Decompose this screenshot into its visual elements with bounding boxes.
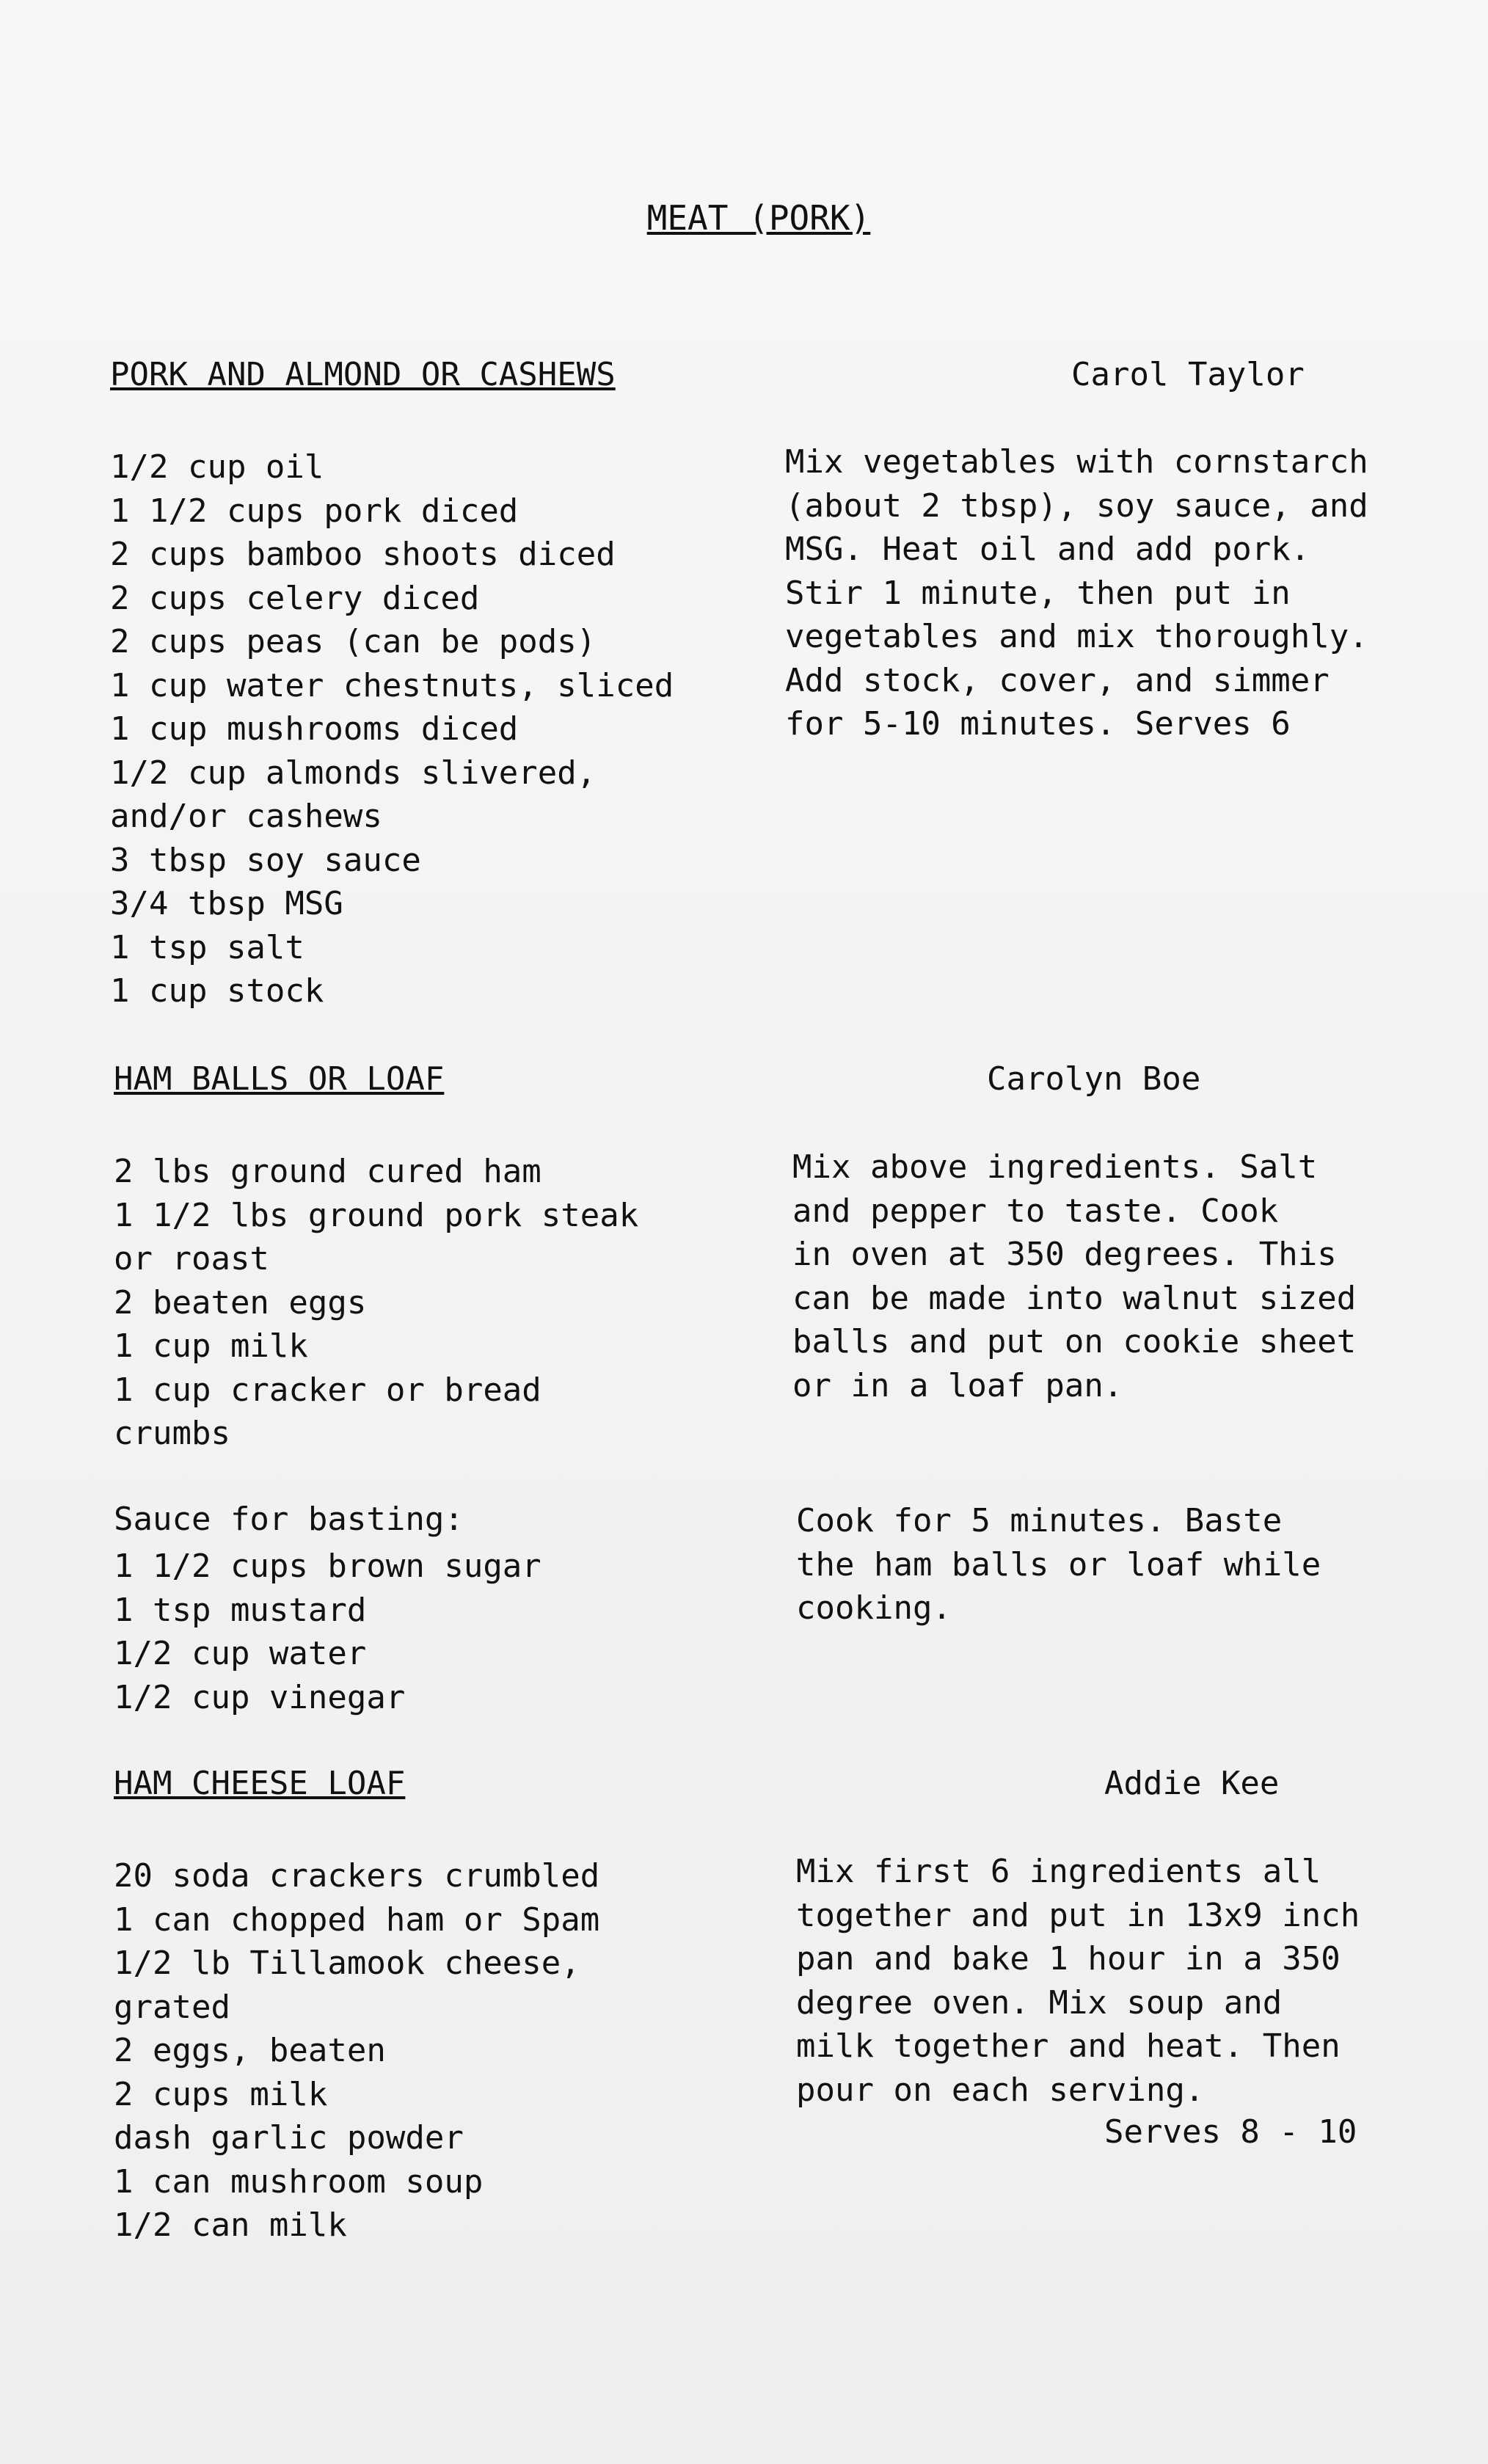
direction-line: cooking. bbox=[796, 1589, 952, 1627]
ingredient: dash garlic powder bbox=[114, 2119, 464, 2157]
ingredient: or roast bbox=[114, 1240, 269, 1277]
direction-line: Stir 1 minute, then put in bbox=[785, 574, 1291, 612]
direction-line: Cook for 5 minutes. Baste bbox=[796, 1502, 1283, 1539]
ingredient-list bbox=[110, 445, 770, 1013]
page-title: MEAT (PORK) bbox=[646, 198, 871, 238]
ingredient: 3 tbsp soy sauce bbox=[110, 841, 421, 879]
sauce-directions-list bbox=[796, 1499, 1471, 1630]
ingredient: grated bbox=[114, 1988, 230, 2026]
direction-line: Mix above ingredients. Salt bbox=[792, 1148, 1318, 1186]
ingredient: 1 cup water chestnuts, sliced bbox=[110, 666, 674, 704]
ingredient: 1 1/2 cups brown sugar bbox=[114, 1548, 541, 1585]
sauce-label: Sauce for basting: bbox=[114, 1501, 464, 1538]
direction-line: or in a loaf pan. bbox=[792, 1366, 1123, 1404]
ingredient: 1 can chopped ham or Spam bbox=[114, 1900, 600, 1939]
ingredient-list bbox=[114, 1854, 774, 2248]
serves-note: Serves 8 - 10 bbox=[1104, 2113, 1357, 2151]
ingredient: crumbs bbox=[114, 1415, 230, 1452]
ingredient: 2 beaten eggs bbox=[114, 1283, 367, 1322]
ingredient: 2 cups milk bbox=[114, 2075, 328, 2113]
direction-line: balls and put on cookie sheet bbox=[792, 1323, 1357, 1360]
ingredient: and/or cashews bbox=[110, 798, 382, 835]
ingredient: 1/2 cup vinegar bbox=[114, 1678, 406, 1716]
ingredient-list bbox=[114, 1150, 774, 1456]
sauce-ingredient-list bbox=[114, 1545, 774, 1719]
ingredient: 2 lbs ground cured ham bbox=[114, 1153, 541, 1190]
ingredient: 1 tsp salt bbox=[110, 928, 304, 966]
direction-line: together and put in 13x9 inch bbox=[796, 1896, 1360, 1934]
recipe-author: Carol Taylor bbox=[1071, 356, 1305, 393]
ingredient: 1/2 cup oil bbox=[110, 448, 324, 486]
direction-line: pan and bake 1 hour in a 350 bbox=[796, 1940, 1341, 1978]
direction-line: Mix vegetables with cornstarch bbox=[785, 443, 1368, 481]
ingredient: 1/2 cup almonds slivered, bbox=[110, 754, 597, 792]
direction-line: can be made into walnut sized bbox=[792, 1279, 1357, 1317]
directions-list bbox=[785, 440, 1460, 746]
direction-line: the ham balls or loaf while bbox=[796, 1545, 1321, 1583]
direction-line: MSG. Heat oil and add pork. bbox=[785, 531, 1310, 568]
ingredient: 1 tsp mustard bbox=[114, 1591, 367, 1629]
ingredient: 1 1/2 lbs ground pork steak bbox=[114, 1196, 639, 1234]
recipe-title: HAM BALLS OR LOAF bbox=[114, 1060, 445, 1098]
direction-line: in oven at 350 degrees. This bbox=[792, 1236, 1337, 1273]
direction-line: and pepper to taste. Cook bbox=[792, 1192, 1279, 1230]
recipe-title: HAM CHEESE LOAF bbox=[114, 1765, 406, 1802]
ingredient: 1/2 can milk bbox=[114, 2206, 347, 2244]
direction-line: (about 2 tbsp), soy sauce, and bbox=[785, 486, 1368, 525]
direction-line: pour on each serving. bbox=[796, 2071, 1205, 2109]
directions-list bbox=[792, 1145, 1467, 1407]
ingredient: 1 can mushroom soup bbox=[114, 2162, 484, 2201]
ingredient: 2 cups celery diced bbox=[110, 579, 480, 617]
direction-line: for 5-10 minutes. Serves 6 bbox=[785, 705, 1291, 743]
ingredient: 1 cup cracker or bread bbox=[114, 1371, 541, 1409]
ingredient: 20 soda crackers crumbled bbox=[114, 1857, 600, 1895]
direction-line: milk together and heat. Then bbox=[796, 2027, 1341, 2065]
ingredient: 1 cup stock bbox=[110, 972, 324, 1010]
direction-line: degree oven. Mix soup and bbox=[796, 1983, 1283, 2022]
ingredient: 1/2 lb Tillamook cheese, bbox=[114, 1944, 580, 1982]
recipe-author: Carolyn Boe bbox=[987, 1060, 1201, 1098]
ingredient: 1 cup mushrooms diced bbox=[110, 710, 519, 748]
ingredient: 2 cups bamboo shoots diced bbox=[110, 536, 616, 573]
recipe-title: PORK AND ALMOND OR CASHEWS bbox=[110, 356, 616, 393]
direction-line: Add stock, cover, and simmer bbox=[785, 661, 1330, 699]
ingredient: 1 cup milk bbox=[114, 1327, 308, 1365]
ingredient: 1 1/2 cups pork diced bbox=[110, 492, 519, 530]
direction-line: vegetables and mix thoroughly. bbox=[785, 618, 1368, 655]
direction-line: Mix first 6 ingredients all bbox=[796, 1853, 1321, 1890]
ingredient: 2 cups peas (can be pods) bbox=[110, 623, 597, 660]
recipe-author: Addie Kee bbox=[1104, 1765, 1280, 1802]
directions-list bbox=[796, 1850, 1471, 2112]
ingredient: 1/2 cup water bbox=[114, 1635, 367, 1672]
ingredient: 3/4 tbsp MSG bbox=[110, 885, 343, 922]
ingredient: 2 eggs, beaten bbox=[114, 2032, 386, 2069]
